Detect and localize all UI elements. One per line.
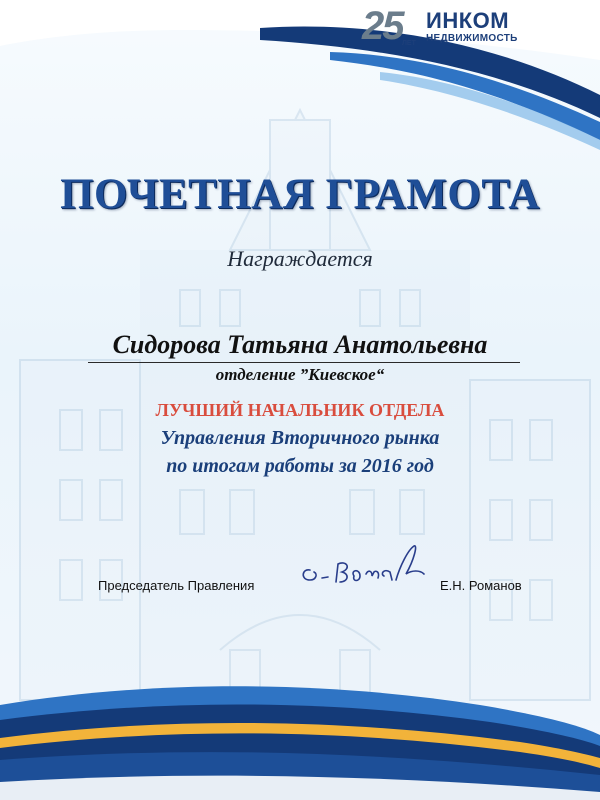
name-underline [88,362,520,363]
logo-anniversary-word: ЛЕТ [402,40,416,47]
department-label: отделение ”Киевское“ [215,365,385,384]
awarded-label: Награждается [227,246,373,271]
handwritten-signature [288,540,438,602]
signer-role: Председатель Правления [98,578,255,593]
logo-brand-name: ИНКОМ [426,8,510,33]
company-logo [362,6,582,52]
award-description-line-1: Управления Вторичного рынка [160,427,440,449]
signer-name: Е.Н. Романов [440,578,522,593]
bottom-wave-band [0,686,600,800]
logo-anniversary-number: 25 [362,4,403,48]
award-description-line-2: по итогам работы за 2016 год [166,455,434,477]
recipient-name: Сидорова Татьяна Анатольевна [112,330,488,359]
certificate-title: ПОЧЕТНАЯ ГРАМОТА [60,171,540,218]
logo-subtitle: НЕДВИЖИМОСТЬ [426,33,518,44]
award-title: ЛУЧШИЙ НАЧАЛЬНИК ОТДЕЛА [155,400,445,420]
